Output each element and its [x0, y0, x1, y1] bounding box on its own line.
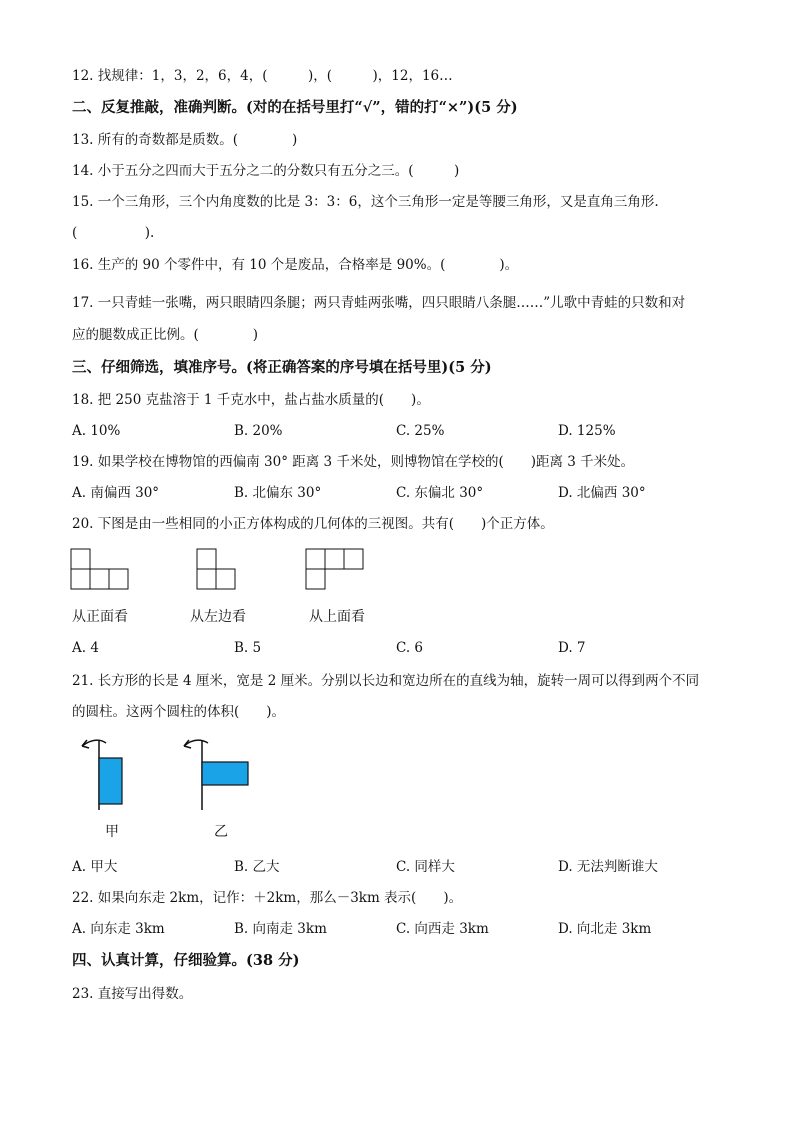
- figure-label-yi: 乙: [214, 824, 228, 840]
- q19-option-a: A. 南偏西 30°: [72, 485, 160, 501]
- question-19: 19. 如果学校在博物馆的西偏南 30° 距离 3 千米处，则博物馆在学校的( )距离 3 千米处。: [72, 454, 635, 470]
- question-14: 14. 小于五分之四而大于五分之二的分数只有五分之三。( ): [72, 163, 460, 179]
- question-18: 18. 把 250 克盐溶于 1 千克水中，盐占盐水质量的( )。: [72, 392, 430, 408]
- q22-option-a: A. 向东走 3km: [72, 921, 165, 937]
- question-21-line-1: 21. 长方形的长是 4 厘米，宽是 2 厘米。分别以长边和宽边所在的直线为轴，旋转一周可以得到两个不同: [72, 673, 700, 689]
- q20-option-b: B. 5: [234, 640, 262, 656]
- left-view-label: 从左边看: [190, 609, 246, 625]
- q18-option-c: C. 25%: [396, 423, 445, 439]
- question-23: 23. 直接写出得数。: [72, 986, 193, 1002]
- q18-option-a: A. 10%: [72, 423, 121, 439]
- section-4-heading: 四、认真计算，仔细验算。(38 分): [72, 952, 300, 969]
- q20-option-a: A. 4: [72, 640, 99, 656]
- question-13: 13. 所有的奇数都是质数。( ): [72, 132, 298, 148]
- q21-option-a: A. 甲大: [72, 859, 118, 875]
- top-view-label: 从上面看: [309, 609, 365, 625]
- section-2-heading: 二、反复推敲，准确判断。(对的在括号里打“√”，错的打“×”)(5 分): [72, 99, 518, 116]
- q20-option-d: D. 7: [558, 640, 586, 656]
- question-21-line-2: 的圆柱。这两个圆柱的体积( )。: [72, 704, 286, 720]
- q19-option-b: B. 北偏东 30°: [234, 485, 322, 501]
- left-view-figure: [196, 548, 240, 592]
- front-view-figure: [70, 548, 132, 592]
- figure-label-jia: 甲: [105, 824, 119, 840]
- q19-option-c: C. 东偏北 30°: [396, 485, 484, 501]
- rotation-figure-jia: [72, 736, 132, 812]
- question-22: 22. 如果向东走 2km，记作：＋2km，那么－3km 表示( )。: [72, 890, 463, 906]
- q18-option-b: B. 20%: [234, 423, 283, 439]
- question-15-line-2: ( ).: [72, 225, 155, 241]
- question-17-line-1: 17. 一只青蛙一张嘴，两只眼睛四条腿；两只青蛙两张嘴，四只眼睛八条腿……”儿歌中青蛙的只数和对: [72, 295, 686, 311]
- question-16: 16. 生产的 90 个零件中，有 10 个是废品，合格率是 90%。( )。: [72, 257, 519, 273]
- q21-option-b: B. 乙大: [234, 859, 280, 875]
- q22-option-d: D. 向北走 3km: [558, 921, 652, 937]
- question-20: 20. 下图是由一些相同的小正方体构成的几何体的三视图。共有( )个正方体。: [72, 516, 554, 532]
- q22-option-b: B. 向南走 3km: [234, 921, 327, 937]
- q21-option-c: C. 同样大: [396, 859, 455, 875]
- question-15-line-1: 15. 一个三角形，三个内角度数的比是 3：3：6，这个三角形一定是等腰三角形，又是直角三角形.: [72, 194, 659, 210]
- top-view-figure: [305, 548, 367, 592]
- front-view-label: 从正面看: [72, 609, 128, 625]
- question-17-line-2: 应的腿数成正比例。( ): [72, 327, 259, 343]
- section-3-heading: 三、仔细筛选，填准序号。(将正确答案的序号填在括号里)(5 分): [72, 359, 492, 376]
- q22-option-c: C. 向西走 3km: [396, 921, 489, 937]
- q18-option-d: D. 125%: [558, 423, 616, 439]
- q19-option-d: D. 北偏西 30°: [558, 485, 646, 501]
- q21-option-d: D. 无法判断谁大: [558, 859, 658, 875]
- rotation-figure-yi: [178, 736, 258, 812]
- question-12: 12. 找规律：1，3，2，6，4，( )，( )，12，16…: [72, 68, 453, 84]
- q20-option-c: C. 6: [396, 640, 424, 656]
